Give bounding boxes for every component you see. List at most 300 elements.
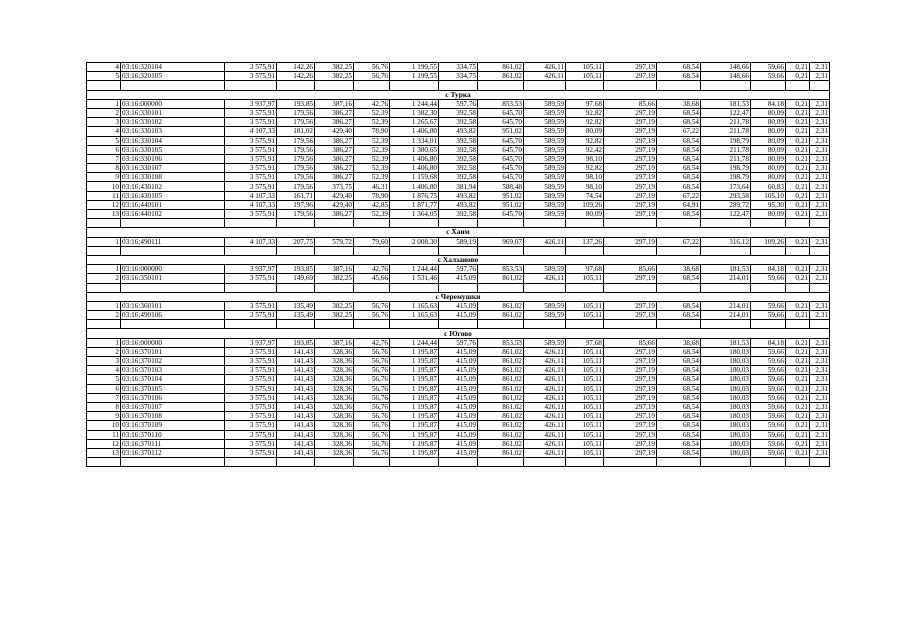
value-cell: 297,19: [604, 274, 657, 283]
empty-cell: [604, 246, 657, 255]
row-number-cell: 2: [87, 311, 121, 320]
value-cell: 1 195,87: [390, 393, 439, 402]
empty-cell: [566, 283, 604, 292]
value-cell: 105,11: [566, 412, 604, 421]
value-cell: 68,54: [657, 63, 701, 72]
value-cell: 52,39: [354, 210, 390, 219]
empty-cell: [604, 458, 657, 467]
value-cell: 141,43: [277, 448, 315, 457]
value-cell: 179,56: [277, 210, 315, 219]
value-cell: 861,02: [478, 448, 524, 457]
value-cell: 179,56: [277, 145, 315, 154]
table-row: [87, 237, 830, 246]
value-cell: 97,68: [566, 338, 604, 347]
value-cell: 52,39: [354, 173, 390, 182]
value-cell: 56,76: [354, 347, 390, 356]
empty-cell: [751, 219, 786, 228]
value-cell: 426,11: [524, 421, 566, 430]
value-cell: 415,09: [439, 274, 478, 283]
value-cell: 2,31: [810, 72, 830, 81]
cadastral-code-cell: 03:16:330107: [121, 164, 225, 173]
cadastral-code-cell: 03:16:330101: [121, 108, 225, 117]
value-cell: 382,25: [315, 274, 354, 283]
value-cell: 426,11: [524, 439, 566, 448]
value-cell: 951,02: [478, 127, 524, 136]
empty-cell: [751, 458, 786, 467]
value-cell: 645,70: [478, 136, 524, 145]
value-cell: 415,09: [439, 347, 478, 356]
empty-cell: [87, 320, 121, 329]
value-cell: 297,19: [604, 375, 657, 384]
empty-cell: [751, 320, 786, 329]
value-cell: 0,21: [786, 191, 810, 200]
value-cell: 80,09: [751, 210, 786, 219]
value-cell: 59,66: [751, 311, 786, 320]
value-cell: 0,21: [786, 412, 810, 421]
value-cell: 293,58: [701, 191, 751, 200]
value-cell: 4 107,33: [225, 200, 277, 209]
value-cell: 328,36: [315, 448, 354, 457]
value-cell: 56,76: [354, 375, 390, 384]
value-cell: 645,70: [478, 145, 524, 154]
value-cell: 80,09: [751, 127, 786, 136]
value-cell: 1 406,80: [390, 182, 439, 191]
value-cell: 297,19: [604, 402, 657, 411]
cadastral-code-cell: 03:16:330106: [121, 154, 225, 163]
value-cell: 2,31: [810, 63, 830, 72]
value-cell: 97,68: [566, 99, 604, 108]
value-cell: 4 107,33: [225, 237, 277, 246]
value-cell: 59,66: [751, 439, 786, 448]
value-cell: 105,11: [566, 72, 604, 81]
table-row: [87, 118, 830, 127]
value-cell: 2,31: [810, 210, 830, 219]
value-cell: 297,19: [604, 412, 657, 421]
value-cell: 92,82: [566, 136, 604, 145]
value-cell: 297,19: [604, 118, 657, 127]
empty-cell: [87, 458, 121, 467]
value-cell: 180,03: [701, 384, 751, 393]
value-cell: 64,91: [657, 200, 701, 209]
value-cell: 59,66: [751, 63, 786, 72]
value-cell: 68,54: [657, 108, 701, 117]
value-cell: 80,09: [566, 210, 604, 219]
value-cell: 193,85: [277, 99, 315, 108]
empty-cell: [439, 246, 478, 255]
table-row: [87, 393, 830, 402]
value-cell: 141,43: [277, 347, 315, 356]
value-cell: 589,59: [524, 301, 566, 310]
value-cell: 68,54: [657, 375, 701, 384]
value-cell: 60,83: [751, 182, 786, 191]
table-row: [87, 366, 830, 375]
empty-cell: [390, 246, 439, 255]
table-row: [87, 357, 830, 366]
value-cell: 52,39: [354, 136, 390, 145]
value-cell: 382,25: [315, 72, 354, 81]
value-cell: 180,03: [701, 412, 751, 421]
value-cell: 0,21: [786, 72, 810, 81]
row-number-cell: 4: [87, 366, 121, 375]
value-cell: 105,11: [566, 311, 604, 320]
empty-cell: [657, 246, 701, 255]
value-cell: 328,36: [315, 430, 354, 439]
value-cell: 2,31: [810, 118, 830, 127]
value-cell: 3 937,97: [225, 265, 277, 274]
value-cell: 59,66: [751, 347, 786, 356]
value-cell: 105,11: [566, 421, 604, 430]
value-cell: 80,09: [751, 108, 786, 117]
value-cell: 3 575,91: [225, 72, 277, 81]
value-cell: 214,01: [701, 274, 751, 283]
empty-cell: [121, 283, 225, 292]
value-cell: 415,09: [439, 311, 478, 320]
value-cell: 211,78: [701, 145, 751, 154]
value-cell: 1 380,65: [390, 145, 439, 154]
value-cell: 135,49: [277, 301, 315, 310]
empty-cell: [390, 81, 439, 90]
value-cell: 579,72: [315, 237, 354, 246]
value-cell: 95,30: [751, 200, 786, 209]
section-header-row: [87, 228, 830, 237]
row-number-cell: 11: [87, 430, 121, 439]
value-cell: 3 575,91: [225, 430, 277, 439]
empty-cell: [225, 283, 277, 292]
value-cell: 861,02: [478, 357, 524, 366]
empty-cell: [478, 219, 524, 228]
empty-cell: [701, 320, 751, 329]
value-cell: 1 195,87: [390, 439, 439, 448]
empty-cell: [524, 458, 566, 467]
empty-cell: [751, 246, 786, 255]
value-cell: 68,54: [657, 347, 701, 356]
cadastral-code-cell: 03:16:370102: [121, 357, 225, 366]
value-cell: 181,53: [701, 338, 751, 347]
value-cell: 52,39: [354, 154, 390, 163]
value-cell: 328,36: [315, 366, 354, 375]
value-cell: 297,19: [604, 200, 657, 209]
value-cell: 297,19: [604, 347, 657, 356]
value-cell: 297,19: [604, 430, 657, 439]
value-cell: 382,25: [315, 311, 354, 320]
empty-cell: [786, 283, 810, 292]
value-cell: 297,19: [604, 154, 657, 163]
empty-cell: [390, 219, 439, 228]
value-cell: 0,21: [786, 127, 810, 136]
table-body: [87, 63, 830, 467]
value-cell: 59,66: [751, 72, 786, 81]
value-cell: 3 575,91: [225, 210, 277, 219]
value-cell: 297,19: [604, 301, 657, 310]
value-cell: 180,03: [701, 357, 751, 366]
value-cell: 0,21: [786, 265, 810, 274]
table-row: [87, 108, 830, 117]
value-cell: 105,11: [566, 357, 604, 366]
value-cell: 328,36: [315, 439, 354, 448]
value-cell: 56,76: [354, 421, 390, 430]
empty-cell: [701, 219, 751, 228]
value-cell: 56,76: [354, 384, 390, 393]
value-cell: 85,66: [604, 338, 657, 347]
value-cell: 105,11: [566, 439, 604, 448]
value-cell: 951,02: [478, 200, 524, 209]
value-cell: 415,09: [439, 412, 478, 421]
value-cell: 3 575,91: [225, 375, 277, 384]
value-cell: 141,43: [277, 375, 315, 384]
table-row: [87, 136, 830, 145]
value-cell: 386,27: [315, 173, 354, 182]
value-cell: 297,19: [604, 311, 657, 320]
value-cell: 68,54: [657, 439, 701, 448]
empty-cell: [786, 81, 810, 90]
value-cell: 861,02: [478, 384, 524, 393]
value-cell: 207,75: [277, 237, 315, 246]
value-cell: 2,31: [810, 182, 830, 191]
value-cell: 297,19: [604, 210, 657, 219]
value-cell: 3 575,91: [225, 412, 277, 421]
value-cell: 493,82: [439, 127, 478, 136]
value-cell: 0,21: [786, 375, 810, 384]
value-cell: 59,66: [751, 430, 786, 439]
cadastral-code-cell: 03:16:330108: [121, 173, 225, 182]
value-cell: 392,58: [439, 164, 478, 173]
value-cell: 0,21: [786, 393, 810, 402]
value-cell: 589,59: [524, 118, 566, 127]
blank-row: [87, 320, 830, 329]
value-cell: 297,19: [604, 136, 657, 145]
value-cell: 80,09: [751, 145, 786, 154]
value-cell: 0,21: [786, 237, 810, 246]
empty-cell: [354, 320, 390, 329]
value-cell: 2,31: [810, 393, 830, 402]
value-cell: 0,21: [786, 338, 810, 347]
value-cell: 68,54: [657, 301, 701, 310]
value-cell: 426,11: [524, 393, 566, 402]
value-cell: 861,02: [478, 430, 524, 439]
cadastral-code-cell: 03:16:370108: [121, 412, 225, 421]
row-number-cell: 5: [87, 72, 121, 81]
empty-cell: [277, 458, 315, 467]
value-cell: 56,76: [354, 448, 390, 457]
value-cell: 3 575,91: [225, 63, 277, 72]
empty-cell: [225, 219, 277, 228]
value-cell: 68,54: [657, 164, 701, 173]
value-cell: 645,70: [478, 108, 524, 117]
value-cell: 59,66: [751, 402, 786, 411]
value-cell: 2,31: [810, 412, 830, 421]
value-cell: 84,18: [751, 99, 786, 108]
value-cell: 392,58: [439, 154, 478, 163]
value-cell: 387,16: [315, 338, 354, 347]
value-cell: 3 575,91: [225, 164, 277, 173]
value-cell: 59,66: [751, 421, 786, 430]
value-cell: 297,19: [604, 72, 657, 81]
value-cell: 109,26: [751, 237, 786, 246]
empty-cell: [354, 283, 390, 292]
value-cell: 1 195,87: [390, 347, 439, 356]
value-cell: 38,68: [657, 338, 701, 347]
value-cell: 59,66: [751, 357, 786, 366]
value-cell: 92,82: [566, 108, 604, 117]
value-cell: 46,31: [354, 182, 390, 191]
value-cell: 1 195,87: [390, 366, 439, 375]
value-cell: 56,76: [354, 393, 390, 402]
value-cell: 141,43: [277, 402, 315, 411]
value-cell: 59,66: [751, 384, 786, 393]
value-cell: 645,70: [478, 154, 524, 163]
cadastral-code-cell: 03:16:490106: [121, 311, 225, 320]
value-cell: 328,36: [315, 393, 354, 402]
value-cell: 80,09: [751, 118, 786, 127]
table-row: [87, 439, 830, 448]
empty-cell: [701, 283, 751, 292]
value-cell: 142,26: [277, 63, 315, 72]
section-header-row: [87, 292, 830, 301]
value-cell: 426,11: [524, 72, 566, 81]
table-row: [87, 347, 830, 356]
value-cell: 297,19: [604, 173, 657, 182]
tariff-table-sheet: [86, 62, 829, 467]
value-cell: 415,09: [439, 384, 478, 393]
row-number-cell: 9: [87, 412, 121, 421]
value-cell: 297,19: [604, 357, 657, 366]
value-cell: 84,18: [751, 338, 786, 347]
section-title: с Югово: [87, 329, 830, 338]
value-cell: 1 406,80: [390, 164, 439, 173]
value-cell: 2,31: [810, 164, 830, 173]
cadastral-code-cell: 03:16:440101: [121, 200, 225, 209]
value-cell: 52,39: [354, 108, 390, 117]
empty-cell: [701, 458, 751, 467]
value-cell: 2,31: [810, 402, 830, 411]
table-row: [87, 182, 830, 191]
value-cell: 3 575,91: [225, 118, 277, 127]
value-cell: 0,21: [786, 301, 810, 310]
value-cell: 2,31: [810, 274, 830, 283]
cadastral-code-cell: 03:16:330105: [121, 145, 225, 154]
value-cell: 68,54: [657, 421, 701, 430]
value-cell: 429,40: [315, 127, 354, 136]
value-cell: 52,39: [354, 145, 390, 154]
blank-row: [87, 246, 830, 255]
value-cell: 415,09: [439, 375, 478, 384]
value-cell: 105,11: [566, 393, 604, 402]
blank-row: [87, 81, 830, 90]
value-cell: 42,85: [354, 200, 390, 209]
value-cell: 161,71: [277, 191, 315, 200]
value-cell: 2,31: [810, 439, 830, 448]
value-cell: 198,79: [701, 173, 751, 182]
value-cell: 4 107,33: [225, 127, 277, 136]
value-cell: 2,31: [810, 154, 830, 163]
value-cell: 68,54: [657, 182, 701, 191]
table-row: [87, 311, 830, 320]
empty-cell: [315, 219, 354, 228]
value-cell: 386,27: [315, 164, 354, 173]
value-cell: 74,54: [566, 191, 604, 200]
value-cell: 392,58: [439, 136, 478, 145]
value-cell: 68,54: [657, 393, 701, 402]
empty-cell: [657, 219, 701, 228]
value-cell: 3 575,91: [225, 421, 277, 430]
cadastral-code-cell: 03:16:370104: [121, 375, 225, 384]
value-cell: 3 937,97: [225, 99, 277, 108]
value-cell: 42,76: [354, 265, 390, 274]
value-cell: 861,02: [478, 439, 524, 448]
value-cell: 80,09: [751, 173, 786, 182]
value-cell: 386,27: [315, 210, 354, 219]
value-cell: 1 406,80: [390, 154, 439, 163]
value-cell: 105,11: [566, 402, 604, 411]
value-cell: 951,02: [478, 191, 524, 200]
value-cell: 141,43: [277, 412, 315, 421]
value-cell: 3 575,91: [225, 274, 277, 283]
cadastral-code-cell: 03:16:370107: [121, 402, 225, 411]
value-cell: 289,72: [701, 200, 751, 209]
value-cell: 853,53: [478, 265, 524, 274]
row-number-cell: 12: [87, 439, 121, 448]
empty-cell: [354, 246, 390, 255]
value-cell: 122,47: [701, 210, 751, 219]
empty-cell: [439, 283, 478, 292]
table-row: [87, 338, 830, 347]
value-cell: 2,31: [810, 136, 830, 145]
value-cell: 297,19: [604, 366, 657, 375]
empty-cell: [524, 320, 566, 329]
empty-cell: [315, 283, 354, 292]
value-cell: 92,42: [566, 145, 604, 154]
value-cell: 589,59: [524, 127, 566, 136]
value-cell: 589,59: [524, 145, 566, 154]
value-cell: 969,07: [478, 237, 524, 246]
value-cell: 2,31: [810, 448, 830, 457]
value-cell: 0,21: [786, 402, 810, 411]
value-cell: 382,25: [315, 301, 354, 310]
empty-cell: [604, 283, 657, 292]
value-cell: 1 165,63: [390, 301, 439, 310]
value-cell: 328,36: [315, 347, 354, 356]
empty-cell: [121, 81, 225, 90]
value-cell: 180,03: [701, 375, 751, 384]
value-cell: 2,31: [810, 173, 830, 182]
value-cell: 3 575,91: [225, 366, 277, 375]
empty-cell: [354, 219, 390, 228]
value-cell: 328,36: [315, 375, 354, 384]
value-cell: 297,19: [604, 145, 657, 154]
value-cell: 429,40: [315, 191, 354, 200]
value-cell: 426,11: [524, 448, 566, 457]
value-cell: 415,09: [439, 430, 478, 439]
blank-row: [87, 219, 830, 228]
value-cell: 98,10: [566, 154, 604, 163]
value-cell: 1 195,87: [390, 421, 439, 430]
value-cell: 493,82: [439, 191, 478, 200]
value-cell: 589,59: [524, 154, 566, 163]
value-cell: 0,21: [786, 154, 810, 163]
value-cell: 105,11: [566, 448, 604, 457]
empty-cell: [701, 246, 751, 255]
value-cell: 1 244,44: [390, 265, 439, 274]
value-cell: 589,59: [524, 265, 566, 274]
value-cell: 1 195,87: [390, 430, 439, 439]
value-cell: 3 575,91: [225, 301, 277, 310]
value-cell: 3 575,91: [225, 182, 277, 191]
value-cell: 141,43: [277, 421, 315, 430]
value-cell: 392,58: [439, 210, 478, 219]
empty-cell: [566, 458, 604, 467]
value-cell: 179,56: [277, 118, 315, 127]
value-cell: 589,59: [524, 311, 566, 320]
